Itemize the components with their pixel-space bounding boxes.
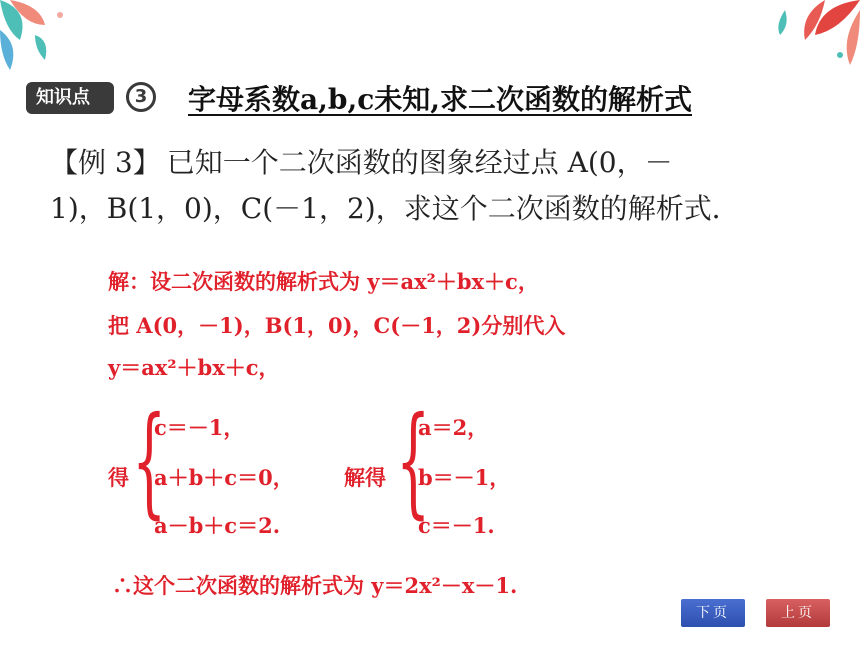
example-line-2: 1)，B(1，0)，C(－1，2)，求这个二次函数的解析式． (50, 192, 740, 225)
result-1: a＝2， (418, 415, 489, 440)
equation-3: a－b＋c＝2. (154, 513, 280, 538)
left-brace-2: { (396, 392, 431, 531)
result-3: c＝－1. (418, 513, 495, 538)
result-2: b＝－1， (418, 465, 511, 490)
next-page-button[interactable]: 下页 (681, 599, 745, 627)
equation-1: c＝－1， (154, 415, 245, 440)
section-header (18, 76, 838, 116)
left-brace-1: { (132, 392, 167, 531)
example-problem (50, 140, 820, 232)
decorative-leaves-left (0, 0, 80, 70)
example-text-1: 已知一个二次函数的图象经过点 A(0，－ (166, 146, 673, 179)
solution-line-2: 把 A(0，－1)，B(1，0)，C(－1，2)分别代入 (108, 313, 566, 338)
example-label: 【例 3】 (50, 146, 161, 179)
equation-2: a＋b＋c＝0， (154, 465, 294, 490)
conclusion: ∴这个二次函数的解析式为 y＝2x²－x－1. (112, 573, 518, 598)
solution-line-1: 解：设二次函数的解析式为 y＝ax²＋bx＋c， (108, 269, 539, 294)
section-number: 3 (126, 82, 156, 112)
prev-page-button[interactable]: 上页 (766, 599, 830, 627)
solution-line-3: y＝ax²＋bx＋c， (108, 355, 280, 380)
example-line-1 (50, 140, 820, 186)
section-title: 字母系数a,b,c未知,求二次函数的解析式 (188, 83, 693, 116)
de-label: 得 (108, 465, 129, 490)
knowledge-point-badge: 知识点 (26, 82, 114, 114)
jiede-label: 解得 (344, 465, 386, 490)
decorative-leaves-right (730, 0, 860, 70)
